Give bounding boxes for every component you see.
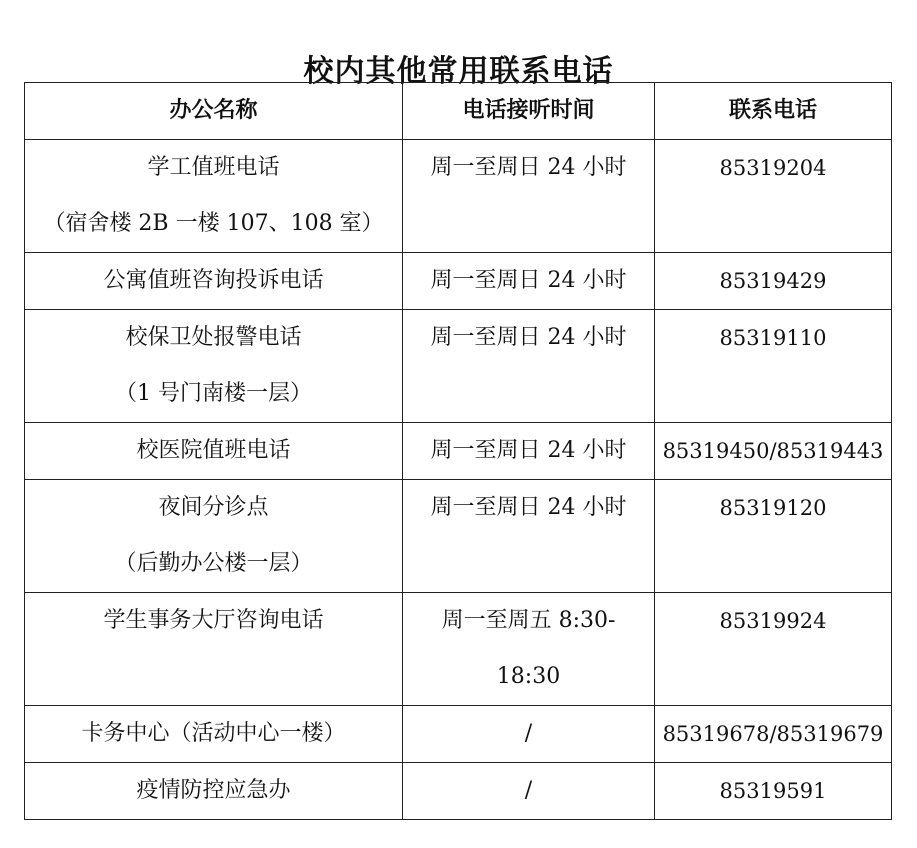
hours-text: 周一至周日 24 小时	[430, 268, 627, 293]
table-row	[25, 140, 892, 253]
office-cell	[25, 593, 403, 706]
hours-text-line1: 周一至周五 8:30-	[441, 608, 616, 633]
office-location: （宿舍楼 2B 一楼 107、108 室）	[43, 211, 384, 236]
office-cell	[25, 763, 403, 820]
phone-cell	[655, 706, 892, 763]
phone-number: 85319110	[719, 326, 827, 350]
office-name: 学工值班电话	[147, 155, 280, 180]
hours-cell	[403, 253, 655, 310]
hours-cell	[403, 480, 655, 593]
table-row	[25, 423, 892, 480]
office-cell	[25, 253, 403, 310]
table-row	[25, 480, 892, 593]
office-cell	[25, 310, 403, 423]
hours-text: /	[524, 778, 533, 803]
office-name: 校医院值班电话	[136, 438, 291, 463]
office-name: 公寓值班咨询投诉电话	[103, 268, 324, 293]
hours-text: /	[524, 721, 533, 746]
table-row	[25, 706, 892, 763]
phone-number: 85319120	[719, 496, 827, 520]
phone-number: 85319429	[719, 269, 827, 293]
contacts-table	[24, 82, 892, 820]
hours-cell	[403, 310, 655, 423]
office-name: 校保卫处报警电话	[125, 325, 302, 350]
phone-cell	[655, 253, 892, 310]
phone-cell	[655, 480, 892, 593]
table-row	[25, 253, 892, 310]
office-location: （1 号门南楼一层）	[115, 381, 312, 406]
hours-text: 周一至周日 24 小时	[430, 325, 627, 350]
office-cell	[25, 480, 403, 593]
office-name: 学生事务大厅咨询电话	[103, 608, 324, 633]
office-name: 疫情防控应急办	[136, 778, 291, 803]
hours-cell	[403, 423, 655, 480]
phone-cell	[655, 593, 892, 706]
column-header-office: 办公名称	[25, 83, 403, 140]
office-cell	[25, 140, 403, 253]
hours-cell	[403, 140, 655, 253]
office-cell	[25, 706, 403, 763]
phone-cell	[655, 423, 892, 480]
column-header-hours: 电话接听时间	[403, 83, 655, 140]
hours-cell	[403, 763, 655, 820]
phone-number: 85319204	[719, 156, 827, 180]
hours-cell	[403, 593, 655, 706]
phone-cell	[655, 140, 892, 253]
hours-text: 周一至周日 24 小时	[430, 438, 627, 463]
page-title: 校内其他常用联系电话	[303, 54, 614, 90]
table-row	[25, 763, 892, 820]
office-name: 卡务中心（活动中心一楼）	[81, 721, 346, 746]
hours-text: 周一至周日 24 小时	[430, 495, 627, 520]
table-header-row	[25, 83, 892, 140]
office-name: 夜间分诊点	[158, 495, 269, 520]
office-location: （后勤办公楼一层）	[114, 551, 313, 576]
column-header-phone: 联系电话	[655, 83, 892, 140]
office-cell	[25, 423, 403, 480]
hours-text-line2: 18:30	[496, 664, 561, 689]
phone-number: 85319678/85319679	[662, 722, 884, 746]
table-row	[25, 593, 892, 706]
phone-number: 85319450/85319443	[662, 439, 884, 463]
phone-cell	[655, 763, 892, 820]
table-row	[25, 310, 892, 423]
phone-number: 85319591	[719, 779, 827, 803]
phone-number: 85319924	[719, 609, 827, 633]
hours-cell	[403, 706, 655, 763]
phone-cell	[655, 310, 892, 423]
hours-text: 周一至周日 24 小时	[430, 155, 627, 180]
